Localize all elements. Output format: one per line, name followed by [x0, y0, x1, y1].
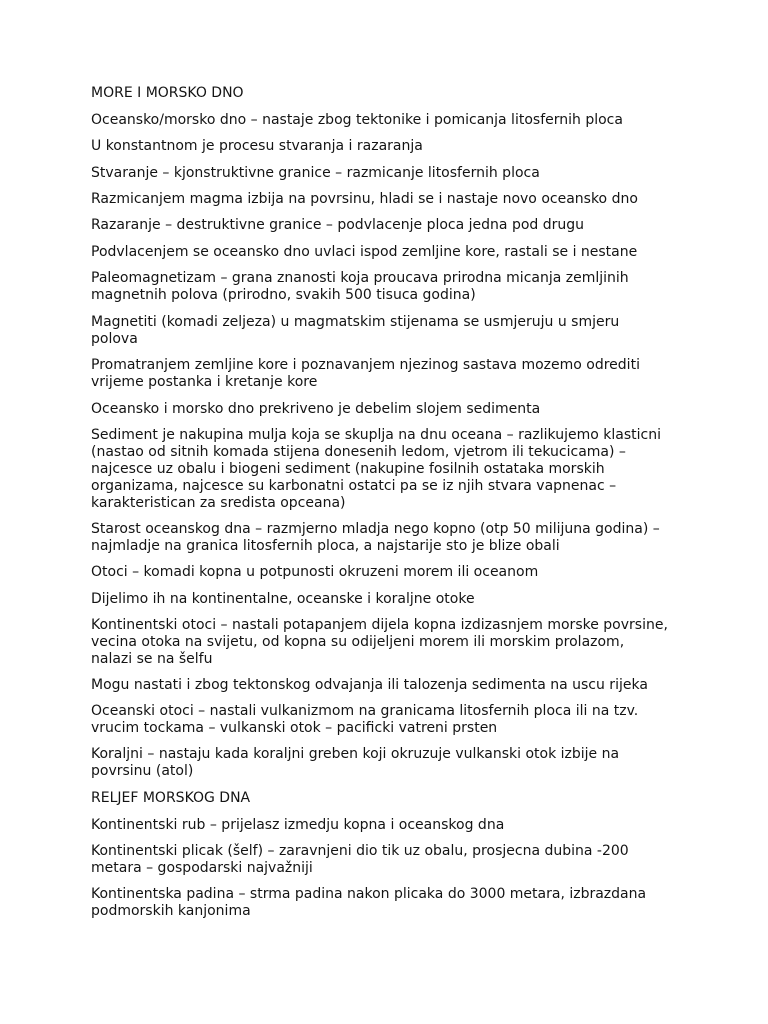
document-paragraph: Razmicanjem magma izbija na povrsinu, hladi se i nastaje novo oceansko dno	[91, 191, 638, 207]
document-paragraph: Oceansko i morsko dno prekriveno je debelim slojem sedimenta	[91, 401, 541, 417]
document-paragraph: Paleomagnetizam – grana znanosti koja proucava prirodna micanja zemljinih magnetnih polova (prirodno, svakih 500 tisuca godina)	[91, 270, 629, 303]
document-paragraph: Podvlacenjem se oceansko dno uvlaci ispod zemljine kore, rastali se i nestane	[91, 244, 638, 260]
document-paragraph: Kontinentski rub – prijelasz izmedju kopna i oceanskog dna	[91, 817, 505, 833]
document-paragraph: Magnetiti (komadi zeljeza) u magmatskim stijenama se usmjeruju u smjeru polova	[91, 314, 620, 347]
document-paragraph: Oceansko/morsko dno – nastaje zbog tektonike i pomicanja litosfernih ploca	[91, 112, 623, 128]
document-paragraph: Mogu nastati i zbog tektonskog odvajanja ili talozenja sedimenta na uscu rijeka	[91, 677, 648, 693]
document-paragraph: U konstantnom je procesu stvaranja i razaranja	[91, 138, 423, 154]
document-paragraph: Koraljni – nastaju kada koraljni greben koji okruzuje vulkanski otok izbije na povrsinu (atol)	[91, 746, 620, 779]
document-paragraph: Oceanski otoci – nastali vulkanizmom na granicama litosfernih ploca ili na tzv. vrucim tockama – vulkanski otok – pacificki vatreni prsten	[91, 703, 639, 736]
document-paragraph: Starost oceanskog dna – razmjerno mladja nego kopno (otp 50 milijuna godina) – najmladje na granica litosfernih ploca, a najstarije sto je blize obali	[91, 521, 660, 554]
document-paragraph: Stvaranje – kjonstruktivne granice – razmicanje litosfernih ploca	[91, 165, 540, 181]
document-paragraph: Kontinentski otoci – nastali potapanjem dijela kopna izdizasnjem morske povrsine, vecina otoka na svijetu, od kopna su odijeljeni morem ili morskim prolazom, nalazi se na šelfu	[91, 617, 668, 667]
document-paragraph: Razaranje – destruktivne granice – podvlacenje ploca jedna pod drugu	[91, 217, 585, 233]
document-paragraph: Promatranjem zemljine kore i poznavanjem njezinog sastava mozemo odrediti vrijeme postanka i kretanje kore	[91, 357, 640, 390]
document-heading: MORE I MORSKO DNO	[91, 85, 244, 101]
document-paragraph: Sediment je nakupina mulja koja se skuplja na dnu oceana – razlikujemo klasticni (nastao od sitnih komada stijena donesenih ledom, vjetrom ili tekucicama) – najcesce uz obalu i biogeni sediment (nakupine fosilnih ostataka morskih organizama, najcesce su karbonatni ostatci pa se iz njih stvara vapnenac – karakteristican za sredista opceana)	[91, 427, 661, 511]
document-paragraph: Kontinentska padina – strma padina nakon plicaka do 3000 metara, izbrazdana podmorskih kanjonima	[91, 886, 647, 919]
document-heading: RELJEF MORSKOG DNA	[91, 790, 251, 806]
document-paragraph: Kontinentski plicak (šelf) – zaravnjeni dio tik uz obalu, prosjecna dubina -200 metara – gospodarski najvažniji	[91, 843, 629, 876]
document-paragraph: Otoci – komadi kopna u potpunosti okruzeni morem ili oceanom	[91, 564, 539, 580]
document-paragraph: Dijelimo ih na kontinentalne, oceanske i koraljne otoke	[91, 591, 475, 607]
